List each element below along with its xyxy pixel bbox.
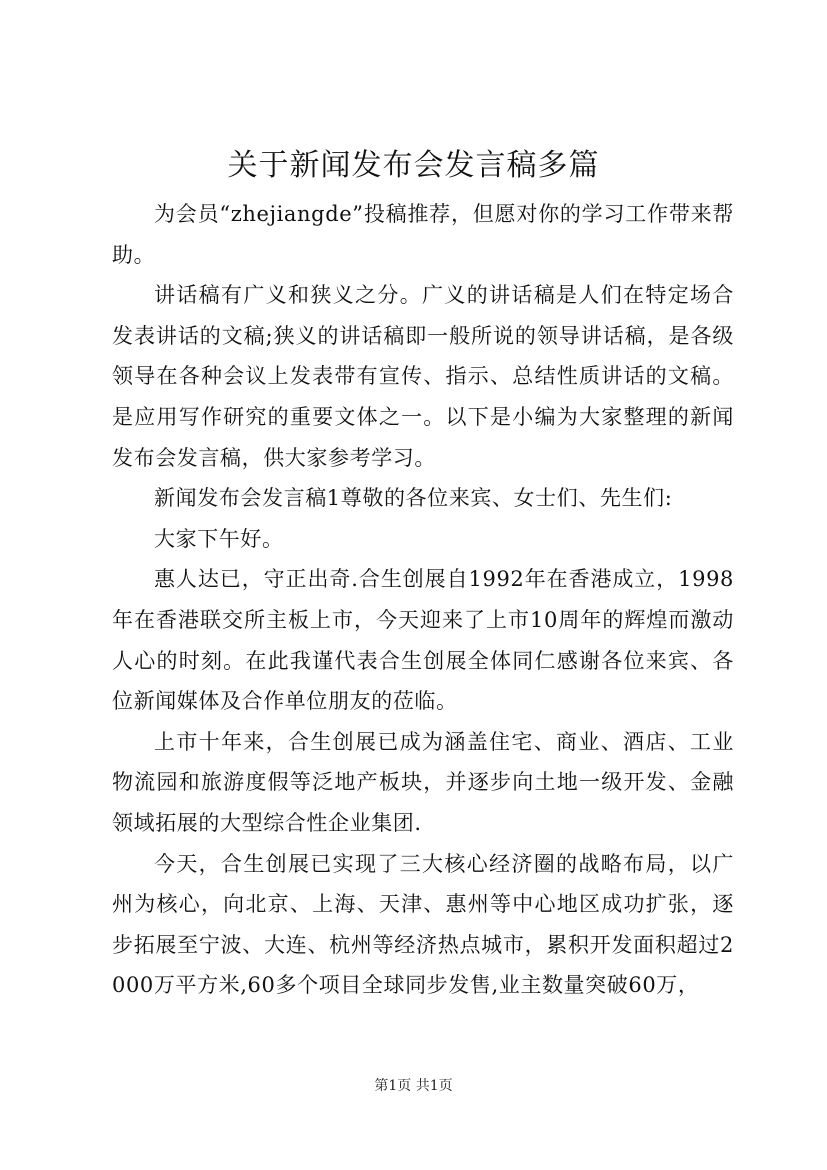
- paragraph-intro: 为会员“zhejiangde”投稿推荐，但愿对你的学习工作带来帮助。: [112, 202, 734, 267]
- paragraph-business: 上市十年来，合生创展已成为涵盖住宅、商业、酒店、工业物流园和旅游度假等泛地产板块，并逐步向土地一级开发、金融领域拓展的大型综合性企业集团.: [112, 729, 734, 835]
- paragraph-history: 惠人达已，守正出奇.合生创展自1992年在香港成立，1998年在香港联交所主板上市，今天迎来了上市10周年的辉煌而激动人心的时刻。在此我谨代表合生创展全体同仁感谢各位来宾、各位新闻媒体及合作单位朋友的莅临。: [112, 567, 734, 714]
- document-body: [112, 194, 734, 1006]
- paragraph-salutation: 新闻发布会发言稿1尊敬的各位来宾、女士们、先生们:: [154, 486, 673, 511]
- paragraph-definition: 讲话稿有广义和狭义之分。广义的讲话稿是人们在特定场合发表讲话的文稿;狭义的讲话稿即一般所说的领导讲话稿，是各级领导在各种会议上发表带有宣传、指示、总结性质讲话的文稿。是应用写作研究的重要文体之一。以下是小编为大家整理的新闻发布会发言稿，供大家参考学习。: [112, 283, 734, 470]
- paragraph-strategy: 今天，合生创展已实现了三大核心经济圈的战略布局，以广州为核心，向北京、上海、天津、惠州等中心地区成功扩张，逐步拓展至宁波、大连、杭州等经济热点城市，累积开发面积超过2000万平方米,60多个项目全球同步发售,业主数量突破60万，: [112, 851, 734, 998]
- page-footer: 第1页 共1页: [374, 1078, 453, 1094]
- document-title: 关于新闻发布会发言稿多篇: [227, 148, 600, 183]
- paragraph-greeting: 大家下午好。: [154, 526, 284, 551]
